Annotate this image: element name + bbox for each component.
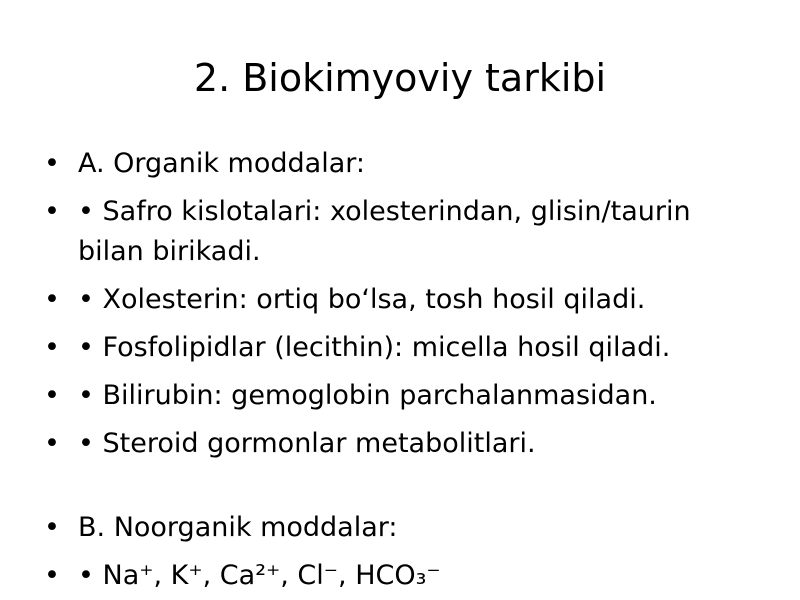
list-item-text: • Safro kislotalari: xolesterindan, glisin/taurin bilan birikadi.	[78, 196, 691, 267]
list-item-text: • Na⁺, K⁺, Ca²⁺, Cl⁻, HCO₃⁻	[78, 560, 441, 591]
list-item	[42, 376, 762, 416]
list-item	[42, 280, 762, 320]
list-item-text: A. Organik moddalar:	[78, 148, 365, 179]
list-item-text: • Bilirubin: gemoglobin parchalanmasidan.	[78, 380, 657, 411]
list-item	[42, 424, 762, 464]
bullet-icon: •	[44, 380, 60, 411]
list-item	[42, 556, 762, 596]
list-item-text: B. Noorganik moddalar:	[78, 512, 398, 543]
slide-title: 2. Biokimyoviy tarkibi	[193, 56, 607, 100]
bullet-icon: •	[44, 332, 60, 363]
list-item	[42, 144, 762, 184]
list-item-text: • Xolesterin: ortiq bo‘lsa, tosh hosil qiladi.	[78, 284, 646, 315]
bullet-list	[42, 144, 762, 600]
bullet-icon: •	[44, 560, 60, 591]
list-item	[42, 328, 762, 368]
list-item	[42, 508, 762, 548]
bullet-icon: •	[44, 148, 60, 179]
list-item	[42, 192, 762, 272]
bullet-icon: •	[44, 196, 60, 227]
list-item-text: • Fosfolipidlar (lecithin): micella hosil qiladi.	[78, 332, 671, 363]
bullet-icon: •	[44, 284, 60, 315]
bullet-icon: •	[44, 512, 60, 543]
list-item-text: • Steroid gormonlar metabolitlari.	[78, 428, 536, 459]
bullet-icon: •	[44, 428, 60, 459]
